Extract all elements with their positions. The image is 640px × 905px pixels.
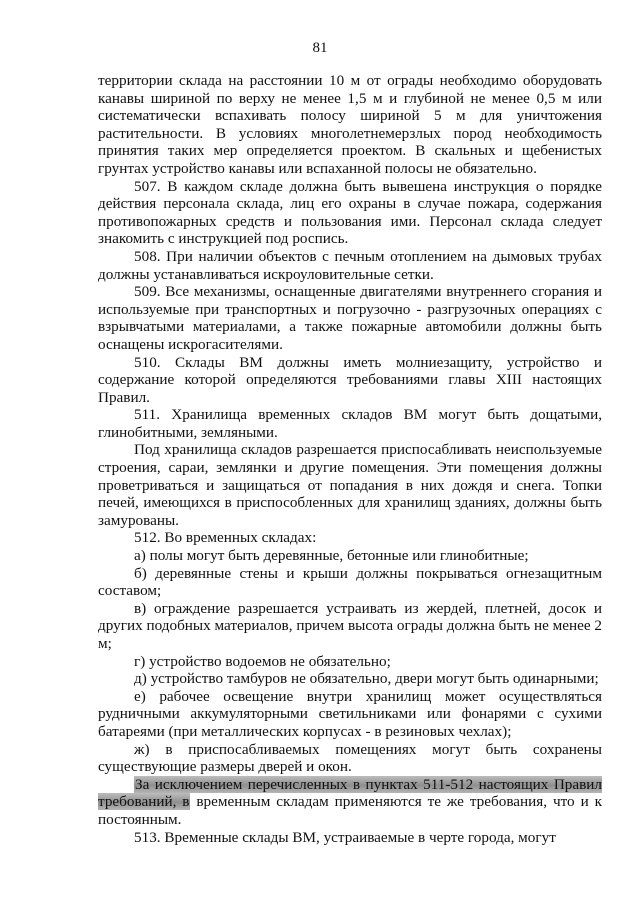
- paragraph-marked: [98, 776, 602, 829]
- list-item-b: б) деревянные стены и крыши должны покрываться огнезащитным составом;: [98, 564, 602, 600]
- paragraph-512: 512. Во временных складах:: [134, 529, 317, 547]
- list-item-d: д) устройство тамбуров не обязательно, двери могут быть одинарными;: [134, 670, 599, 688]
- paragraph-continuation: территории склада на расстоянии 10 м от ограды необходимо оборудовать канавы шириной по верху не менее 1,5 м и глубиной не менее 0,5 м или систематически вспахивать полосу шириной 5 м для уничтожения растительности. В условиях многолетнемерзлых пород необходимость принятия таких мер определяется проектом. В скальных и щебенистых грунтах устройство канавы или вспаханной полосы не обязательно.: [98, 72, 602, 177]
- paragraph-508: 508. При наличии объектов с печным отоплением на дымовых трубах должны устанавливаться искроуловительные сетки.: [98, 247, 602, 283]
- list-item-e: е) рабочее освещение внутри хранилищ может осуществляться рудничными аккумуляторными светильниками или фонарями с сухими батареями (при металлических корпусах - в резиновых чехлах);: [98, 687, 602, 740]
- highlighted-text: За исключением перечисленных в пунктах 511-512 настоящих Правил требований, в: [98, 775, 602, 811]
- paragraph-511-storage: Под хранилища складов разрешается приспосабливать неиспользуемые строения, сараи, землянки и другие помещения. Эти помещения должны проветриваться и защищаться от попадания в них дождя и снега. Топки печей, имеющихся в приспособленных для хранилищ зданиях, должны быть замурованы.: [98, 441, 602, 529]
- page-number: 81: [312, 40, 328, 56]
- paragraph-509: 509. Все механизмы, оснащенные двигателями внутреннего сгорания и используемые при транспортных и погрузочно - разгрузочных операциях с взрывчатыми материалами, а также пожарные автомобили должны быть оснащены искрогасителями.: [98, 283, 602, 353]
- paragraph-507: 507. В каждом складе должна быть вывешена инструкция о порядке действия персонала склада, лиц его охраны в случае пожара, содержания противопожарных средств и пользования ими. Персонал склада следует знакомить с инструкцией под роспись.: [98, 177, 602, 248]
- list-item-v: в) ограждение разрешается устраивать из жердей, плетней, досок и других подобных материалов, причем высота ограды должна быть не менее 2 м;: [98, 599, 602, 652]
- document-body: [98, 72, 602, 846]
- paragraph-510: 510. Склады ВМ должны иметь молниезащиту, устройство и содержание которой определяются требованиями главы XIII настоящих Правил.: [98, 353, 602, 406]
- paragraph-513: 513. Временные склады ВМ, устраиваемые в черте города, могут: [134, 828, 556, 846]
- list-item-zh: ж) в приспосабливаемых помещениях могут быть сохранены существующие размеры дверей и окон.: [98, 740, 602, 776]
- paragraph-511: 511. Хранилища временных складов ВМ могут быть дощатыми, глинобитными, земляными.: [98, 406, 602, 441]
- paragraph-marked-rest: временным складам применяются те же требования, что и к постоянным.: [98, 793, 602, 828]
- list-item-a: а) полы могут быть деревянные, бетонные или глинобитные;: [134, 547, 529, 565]
- list-item-g: г) устройство водоемов не обязательно;: [134, 652, 391, 670]
